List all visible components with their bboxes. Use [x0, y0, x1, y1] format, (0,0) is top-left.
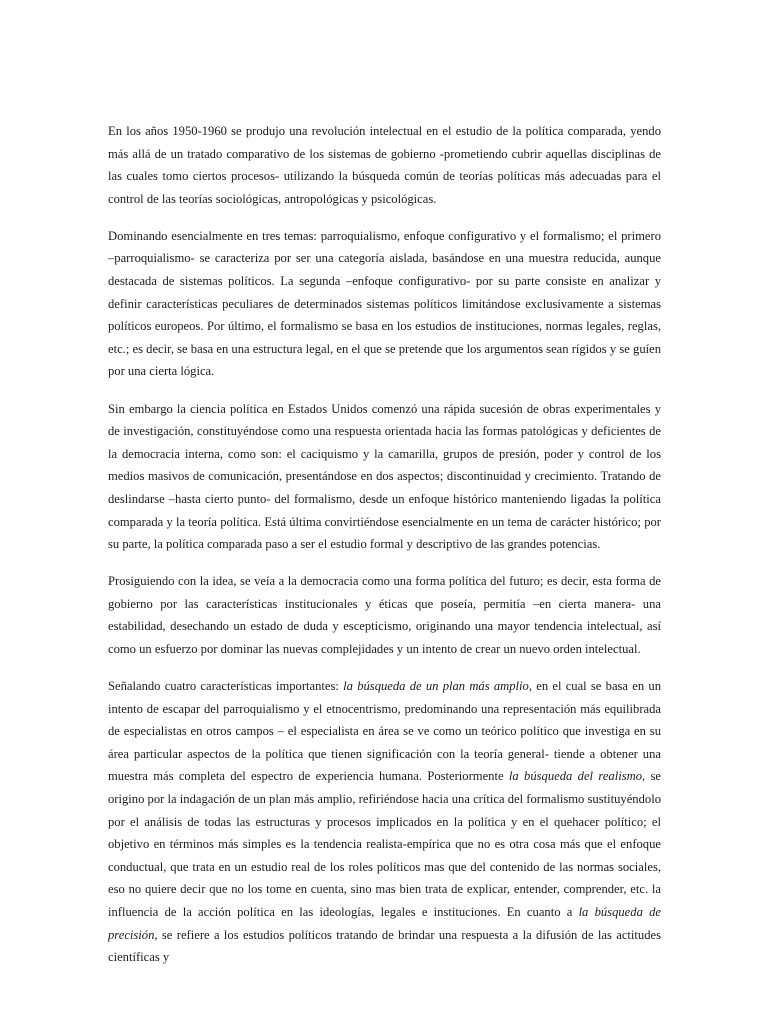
- paragraph-5-text-a: Señalando cuatro características importantes:: [108, 679, 344, 694]
- paragraph-3: [108, 398, 661, 556]
- paragraph-1-text: En los años 1950-1960 se produjo una revolución intelectual en el estudio de la política comparada, yendo más allá de un tratado comparativo de los sistemas de gobierno -prometiendo cubrir aquellas disciplinas de las cuales tomo ciertos procesos- utilizando la búsqueda común de teorías políticas más adecuadas para el control de las teorías sociológicas, antropológicas y psicológicas.: [108, 124, 661, 206]
- document-page: [108, 120, 661, 983]
- italic-term-plan-amplio: la búsqueda de un plan más amplio: [343, 679, 529, 694]
- paragraph-3-text: Sin embargo la ciencia política en Estados Unidos comenzó una rápida sucesión de obras experimentales y de investigación, constituyéndose como una respuesta orientada hacia las formas patológicas y deficientes de la democracia interna, como son: el caciquismo y la camarilla, grupos de presión, poder y control de los medios masivos de comunicación, presentándose en dos aspectos; discontinuidad y crecimiento. Tratando de deslindarse –hasta cierto punto- del formalismo, desde un enfoque histórico manteniendo ligadas la política comparada y la teoría política. Está última convirtiéndose esencialmente en un tema de carácter histórico; por su parte, la política comparada paso a ser el estudio formal y descriptivo de las grandes potencias.: [108, 401, 661, 552]
- paragraph-2: [108, 225, 661, 383]
- italic-term-realismo: la búsqueda del realismo: [508, 769, 642, 784]
- paragraph-2-text: Dominando esencialmente en tres temas: parroquialismo, enfoque configurativo y el formalismo; el primero –parroquialismo- se caracteriza por ser una categoría aislada, basándose en una muestra reducida, aunque destacada de sistemas políticos. La segunda –enfoque configurativo- por su parte consiste en analizar y definir características peculiares de determinados sistemas políticos limitándose exclusivamente a sistemas políticos europeos. Por último, el formalismo se basa en los estudios de instituciones, normas legales, reglas, etc.; es decir, se basa en una estructura legal, en el que se pretende que los argumentos sean rígidos y se guíen por una cierta lógica.: [108, 228, 661, 379]
- paragraph-5-text-d: , se refiere a los estudios políticos tratando de brindar una respuesta a la difusión de las actitudes científicas y: [108, 927, 661, 965]
- paragraph-5-text-c: , se origino por la indagación de un plan más amplio, refiriéndose hacia una crítica del formalismo sustituyéndolo por el análisis de todas las estructuras y procesos implicados en la política y en el quehacer político; el objetivo en términos más simples es la tendencia realista-empírica que no es otra cosa más que el enfoque conductual, que trata en un estudio real de los roles políticos mas que del contenido de las normas sociales, eso no quiere decir que no los tome en cuenta, sino mas bien trata de explicar, entender, comprender, etc. la influencia de la acción política en las ideologías, legales e instituciones. En cuanto a: [108, 769, 661, 919]
- paragraph-5: [108, 675, 661, 969]
- paragraph-1: [108, 120, 661, 210]
- italic-term-precision: la búsqueda de precisión: [108, 905, 661, 942]
- paragraph-5-text-b: , en el cual se basa en un intento de escapar del parroquialismo y el etnocentrismo, predominando una representación más equilibrada de especialistas en otros campos – el especialista en área se ve como un teórico político que investiga en su área particular aspectos de la política que tienen significación con la teoría general- tiende a obtener una muestra más completa del espectro de experiencia humana. Posteriormente: [108, 679, 661, 784]
- paragraph-4-text: Prosiguiendo con la idea, se veía a la democracia como una forma política del futuro; es decir, esta forma de gobierno por las características institucionales y éticas que poseía, permitía –en cierta manera- una estabilidad, desechando un estado de duda y escepticismo, originando una mayor tendencia intelectual, así como un esfuerzo por dominar las nuevas complejidades y un intento de crear un nuevo orden intelectual.: [108, 574, 661, 656]
- paragraph-4: [108, 570, 661, 660]
